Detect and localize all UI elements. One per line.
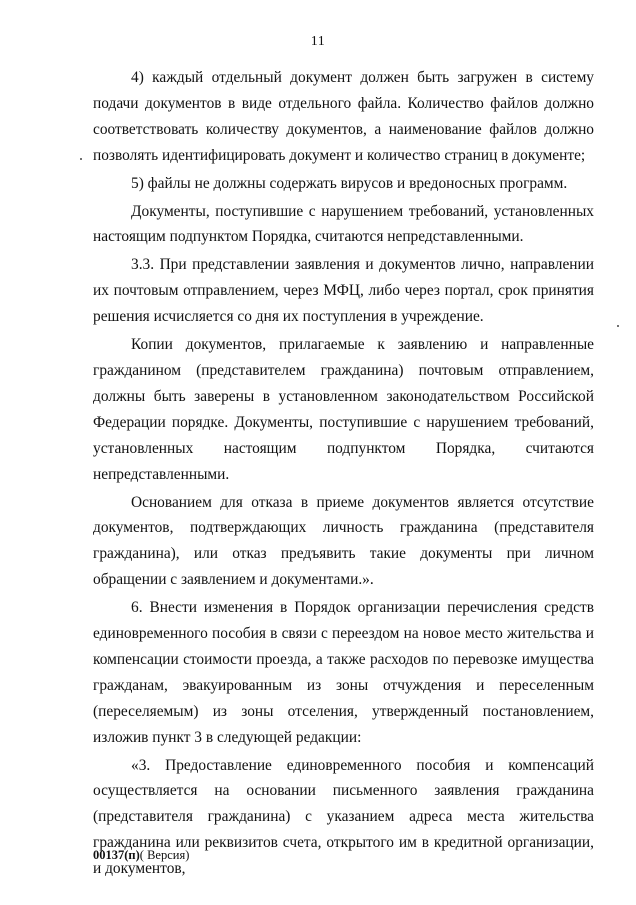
page-number: 11	[310, 34, 326, 49]
paragraph-refusal-grounds: Основанием для отказа в приеме документов является отсутствие документов, подтверждающих личность гражданина (представителя гражданина), или отказ предъявить такие документы при личном обращении с заявлением и документами.».	[93, 493, 594, 589]
scan-speck	[80, 158, 82, 160]
paragraph-quoted-3: «3. Предоставление единовременного пособия и компенсаций осуществляется на основании письменного заявления гражданина (представителя гражданина) с указанием адреса места жительства гражданина или реквизитов счета, открытого им в кредитной организации, и документов,	[93, 756, 594, 878]
footer-document-code	[93, 848, 189, 863]
paragraph-rejection-note: Документы, поступившие с нарушением требований, установленных настоящим подпунктом Порядка, считаются непредставленными.	[93, 202, 594, 246]
footer-code-number: 00137(п)	[93, 848, 140, 862]
paragraph-item-4: 4) каждый отдельный документ должен быть загружен в систему подачи документов в виде отдельного файла. Количество файлов должно соответствовать количеству документов, а наименование файлов должно позволять идентифицировать документ и количество страниц в документе;	[93, 69, 594, 164]
paragraph-6-amendment: 6. Внести изменения в Порядок организации перечисления средств единовременного пособия в связи с переездом на новое место жительства и компенсации стоимости проезда, а также расходов по перевозке имущества гражданам, эвакуированным из зоны отчуждения и переселенным (переселяемым) из зоны отселения, утвержденный постановлением, изложив пункт 3 в следующей редакции:	[93, 599, 594, 746]
scan-speck	[617, 325, 619, 327]
footer-version: ( Версия)	[139, 848, 190, 862]
paragraph-item-5: 5) файлы не должны содержать вирусов и вредоносных программ.	[131, 174, 568, 192]
paragraph-3-3: 3.3. При представлении заявления и документов лично, направлении их почтовым отправлением, через МФЦ, либо через портал, срок принятия решения исчисляется со дня их поступления в учреждение.	[93, 256, 594, 326]
paragraph-copies: Копии документов, прилагаемые к заявлению и направленные гражданином (представителем гражданина) почтовым отправлением, должны быть заверены в установленном законодательством Российской Федерации порядке. Документы, поступившие с нарушением требований, установленных настоящим подпунктом Порядка, считаются непредставленными.	[93, 336, 594, 483]
document-body	[93, 65, 594, 883]
